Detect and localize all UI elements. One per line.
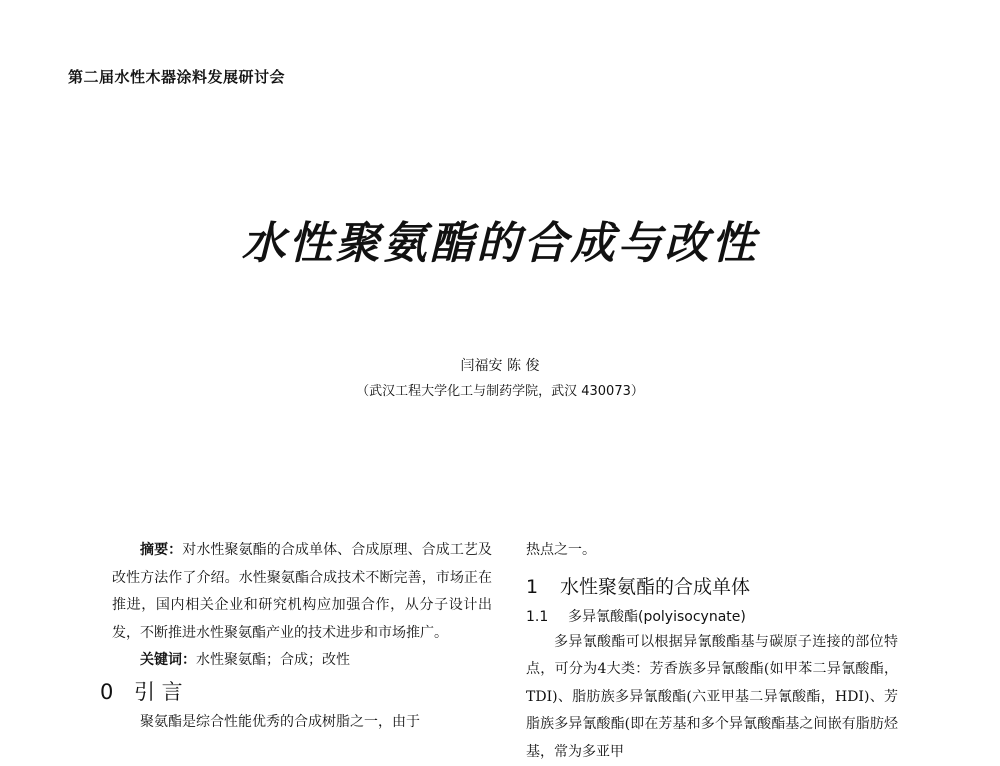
section-number: 0: [100, 675, 134, 709]
affiliation: （武汉工程大学化工与制药学院，武汉 430073）: [0, 380, 1000, 399]
left-column: [112, 537, 492, 736]
section-title: 水性聚氨酯的合成单体: [560, 576, 750, 598]
paper-title: 水性聚氨酯的合成与改性: [0, 207, 1000, 271]
keywords: [112, 647, 492, 675]
abstract-text: 对水性聚氨酯的合成单体、合成原理、合成工艺及改性方法作了介绍。水性聚氨酯合成技术不断完善，市场正在推进，国内相关企业和研究机构应加强合作，从分子设计出发，不断推进水性聚氨酯产业的技术进步和市场推广。: [112, 542, 492, 641]
keywords-label: 关键词：: [140, 652, 196, 668]
conference-header: 第二届水性木器涂料发展研讨会: [68, 66, 285, 87]
abstract: [112, 537, 492, 647]
section-heading-introduction: [100, 675, 492, 709]
section-number: 1: [526, 569, 560, 605]
continued-text: 热点之一。: [526, 537, 898, 565]
abstract-label: 摘要：: [140, 542, 182, 558]
right-column: [526, 537, 898, 766]
introduction-paragraph: 聚氨酯是综合性能优秀的合成树脂之一，由于: [112, 709, 492, 737]
section-title: 引 言: [134, 680, 183, 704]
subsection-heading-polyisocyanate: [526, 605, 898, 629]
subsection-number: 1.1: [526, 605, 568, 629]
section-heading-monomers: [526, 569, 898, 605]
authors: 闫福安 陈 俊: [0, 355, 1000, 375]
subsection-title: 多异氰酸酯(polyisocynate): [568, 609, 746, 625]
body-paragraph: 多异氰酸酯可以根据异氰酸酯基与碳原子连接的部位特点，可分为4大类：芳香族多异氰酸酯(如甲苯二异氰酸酯，TDI)、脂肪族多异氰酸酯(六亚甲基二异氰酸酯，HDI)、芳脂族多异氰酸酯(即在芳基和多个异氰酸酯基之间嵌有脂肪烃基，常为多亚甲: [526, 629, 898, 766]
keywords-text: 水性聚氨酯；合成；改性: [196, 652, 350, 668]
